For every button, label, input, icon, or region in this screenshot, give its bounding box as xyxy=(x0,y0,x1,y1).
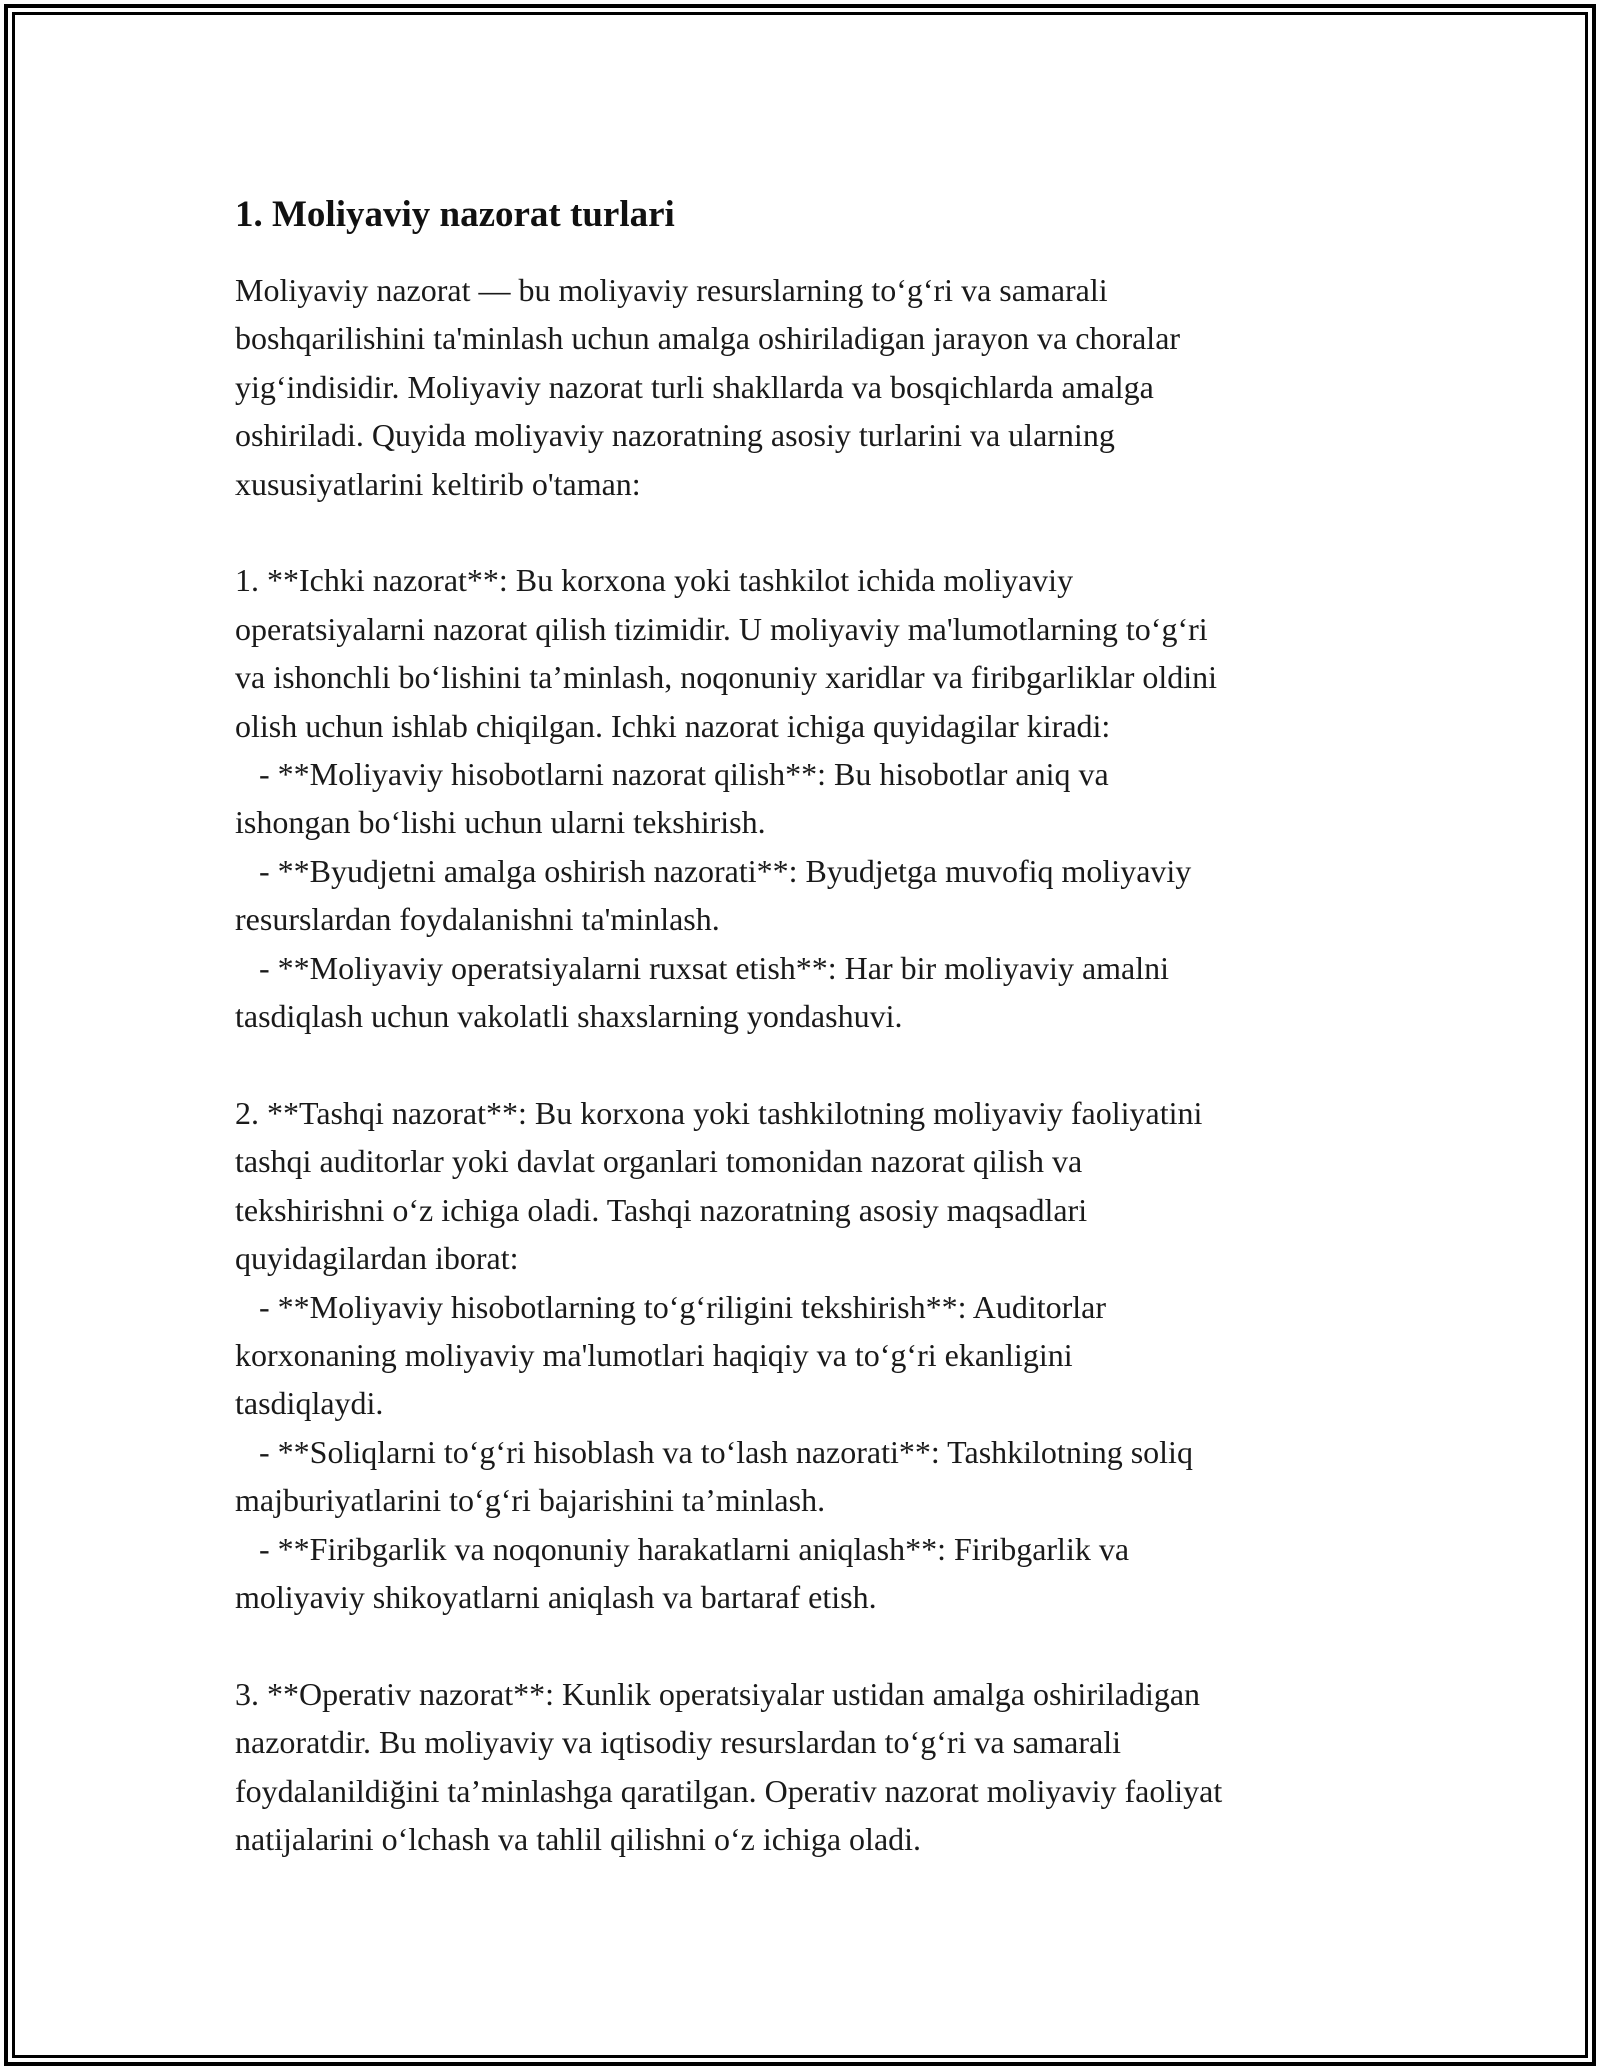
section-internal-control: 1. **Ichki nazorat**: Bu korxona yoki tashkilot ichida moliyaviy operatsiyalarni nazorat qilish tizimidir. U moliyaviy ma'lumotlarning to‘g‘ri va ishonchli bo‘lishini ta’minlash, noqonuniy xaridlar va firibgarliklar oldini olish uchun ishlab chiqilgan. Ichki nazorat ichiga quyidagilar kiradi: xyxy=(235,562,1218,744)
section-external-control: 2. **Tashqi nazorat**: Bu korxona yoki tashkilotning moliyaviy faoliyatini tashqi auditorlar yoki davlat organlari tomonidan nazorat qilish va tekshirishni o‘z ichiga oladi. Tashqi nazoratning asosiy maqsadlari quyidagilardan iborat: xyxy=(235,1094,1203,1277)
external-control-item: - **Firibgarlik va noqonuniy harakatlarni aniqlash**: Firibgarlik va moliyaviy shikoyatlarni aniqlash va bartaraf etish. xyxy=(235,1530,1130,1615)
paragraph-gap xyxy=(235,508,1385,556)
internal-control-item: - **Moliyaviy operatsiyalarni ruxsat etish**: Har bir moliyaviy amalni tasdiqlash uchun vakolatli shaxslarning yondashuvi. xyxy=(235,949,1170,1035)
paragraph-gap xyxy=(235,1621,1385,1669)
paragraph-gap xyxy=(235,1040,1385,1088)
document-heading: 1. Moliyaviy nazorat turlari xyxy=(235,194,675,235)
internal-control-item: - **Byudjetni amalga oshirish nazorati**: Byudjetga muvofiq moliyaviy resurslardan foydalanishni ta'minlash. xyxy=(235,852,1192,938)
document-body xyxy=(235,186,1385,1863)
internal-control-item: - **Moliyaviy hisobotlarni nazorat qilish**: Bu hisobotlar aniq va ishongan bo‘lishi uchun ularni tekshirish. xyxy=(235,756,1109,841)
external-control-item: - **Soliqlarni to‘g‘ri hisoblash va to‘lash nazorati**: Tashkilotning soliq majburiyatlarini to‘g‘ri bajarishini ta’minlash. xyxy=(235,1433,1193,1519)
external-control-item: - **Moliyaviy hisobotlarning to‘g‘riligini tekshirish**: Auditorlar korxonaning moliyaviy ma'lumotlari haqiqiy va to‘g‘ri ekanligini tasdiqlaydi. xyxy=(235,1288,1107,1422)
section-operational-control: 3. **Operativ nazorat**: Kunlik operatsiyalar ustidan amalga oshiriladigan nazoratdir. Bu moliyaviy va iqtisodiy resurslardan to‘g‘ri va samarali foydalanildiğini ta’minlashga qaratilgan. Operativ nazorat moliyaviy faoliyat natijalarini o‘lchash va tahlil qilishni o‘z ichiga oladi. xyxy=(235,1675,1223,1857)
intro-paragraph: Moliyaviy nazorat — bu moliyaviy resurslarning to‘g‘ri va samarali boshqarilishini ta'minlash uchun amalga oshiriladigan jarayon va choralar yig‘indisidir. Moliyaviy nazorat turli shakllarda va bosqichlarda amalga oshiriladi. Quyida moliyaviy nazoratning asosiy turlarini va ularning xususiyatlarini keltirib o'taman: xyxy=(235,272,1181,502)
